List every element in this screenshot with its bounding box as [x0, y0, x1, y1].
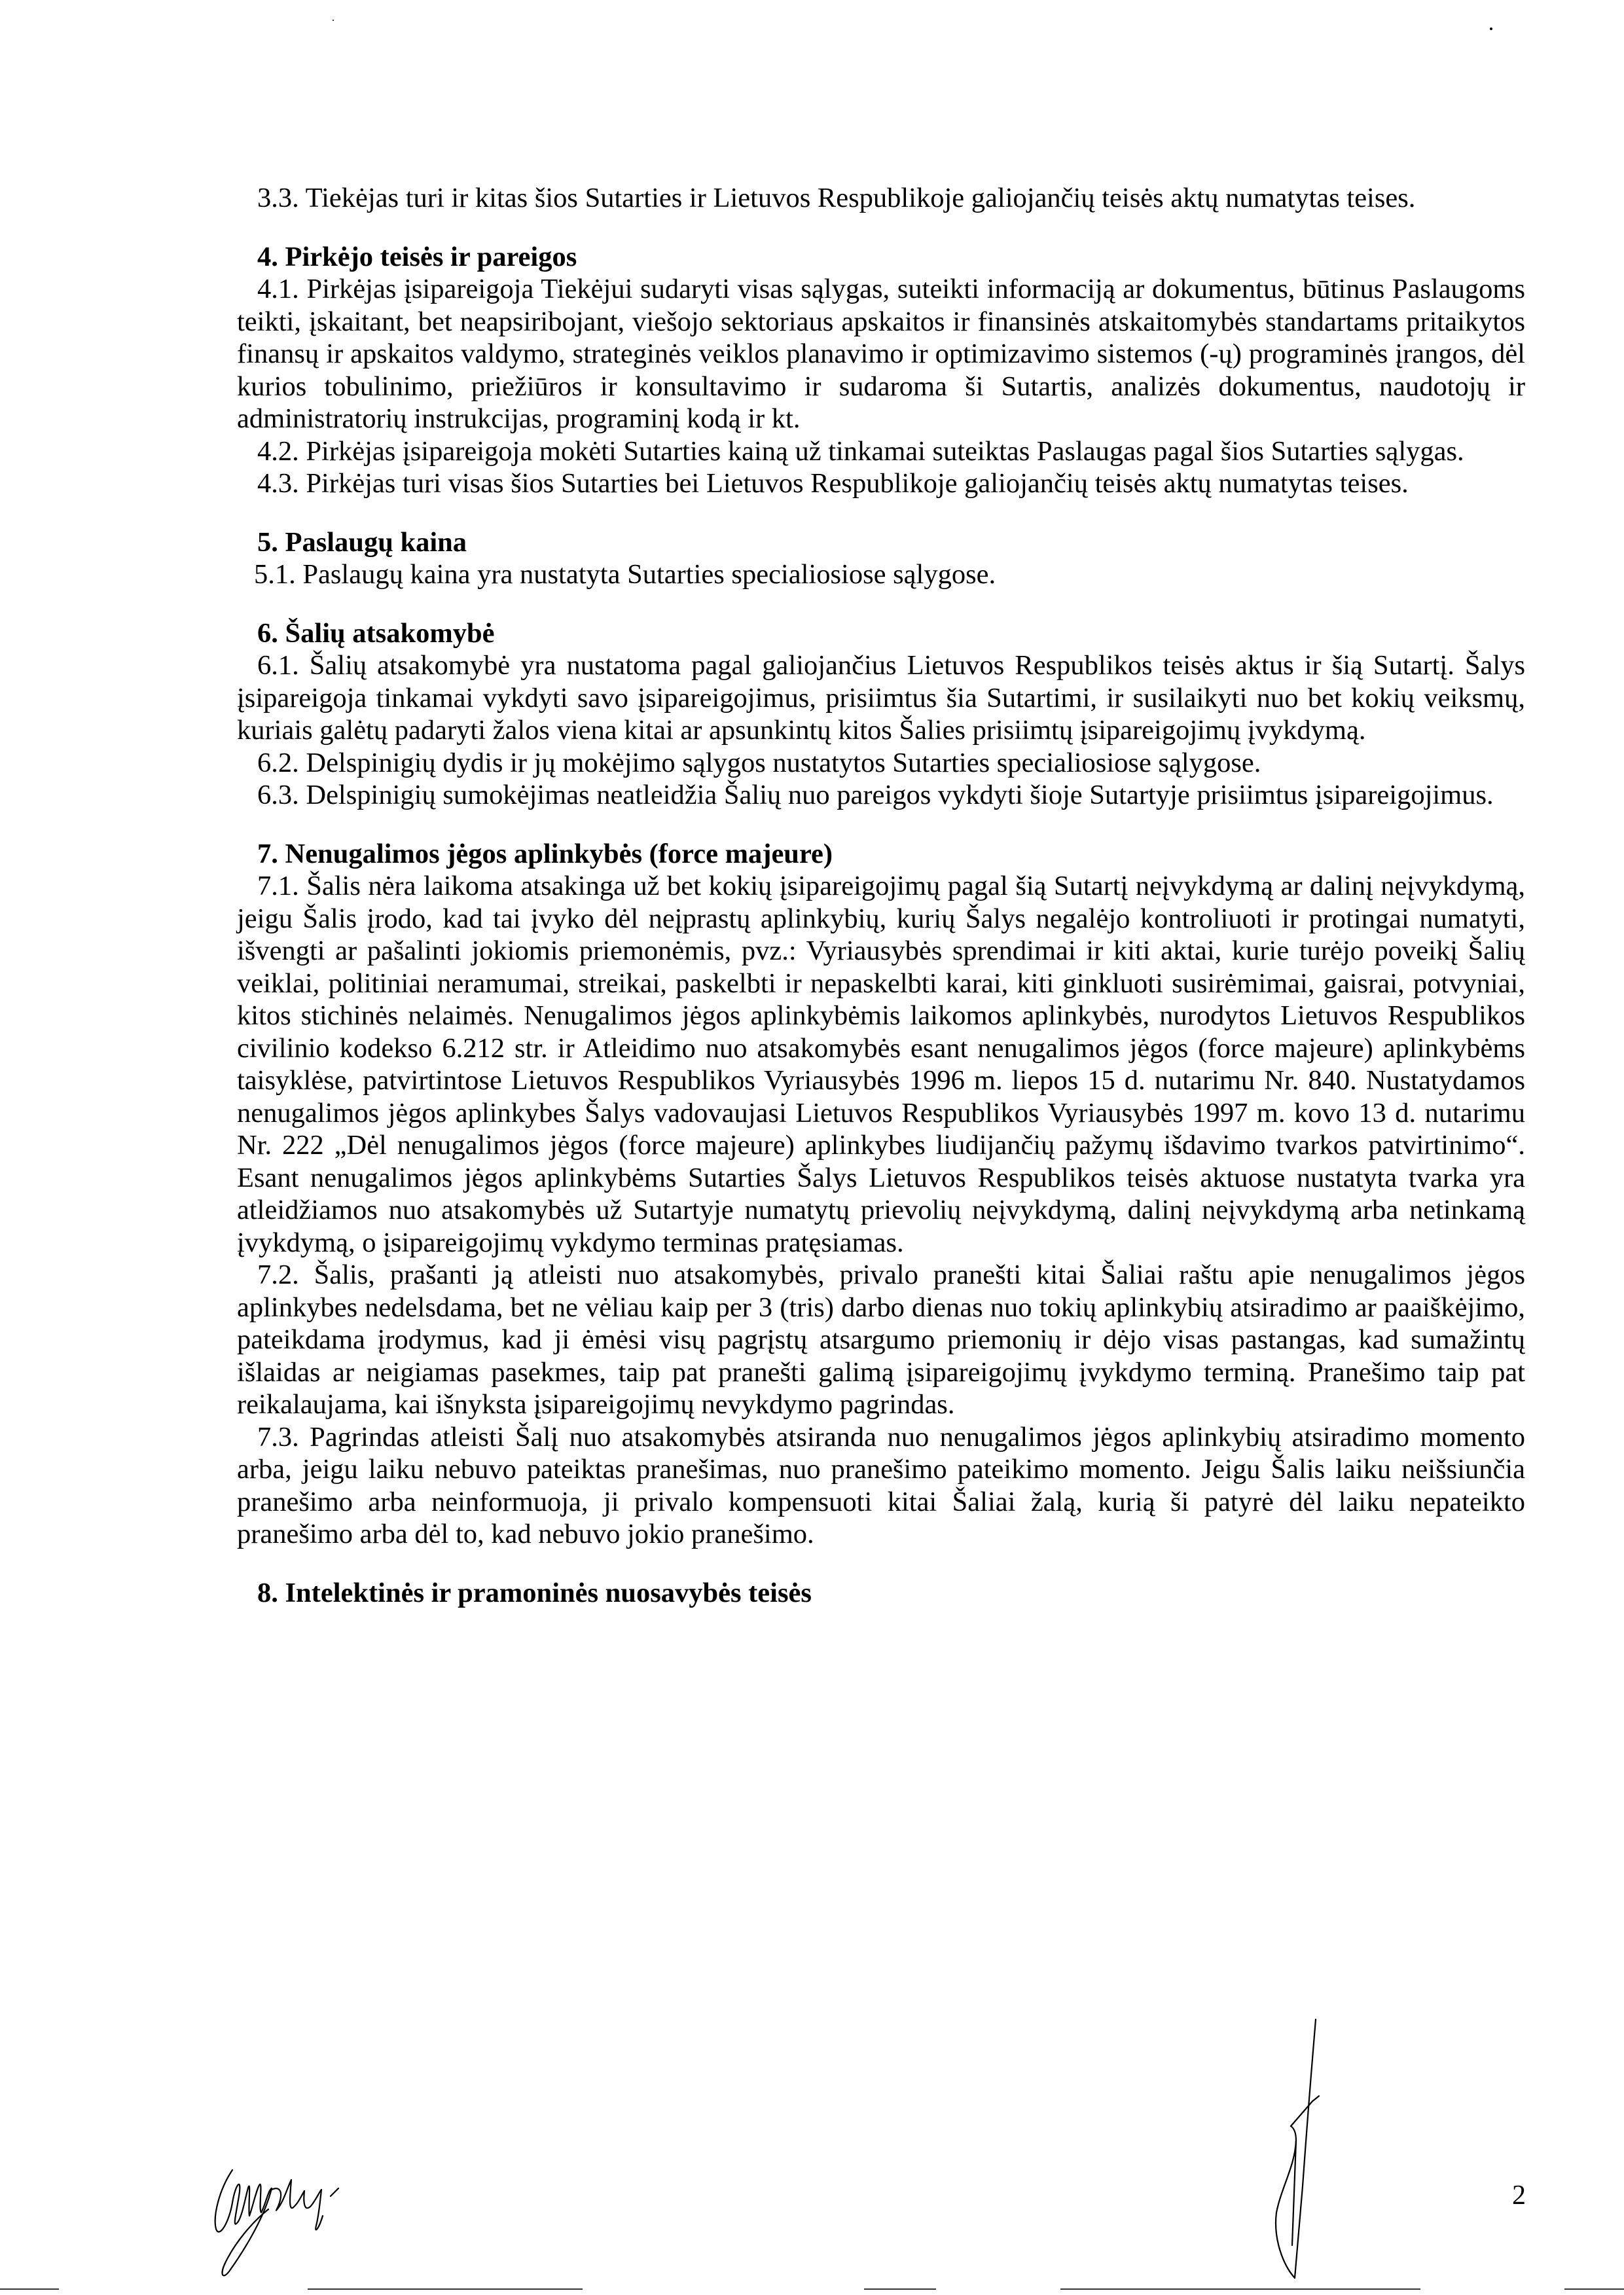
clause-5-1: 5.1. Paslaugų kaina yra nustatyta Sutarties specialiosiose sąlygose.	[254, 559, 996, 590]
signature-right-icon	[1263, 2016, 1375, 2291]
signature-left-icon	[206, 2150, 422, 2281]
clause-6-1: 6.1. Šalių atsakomybė yra nustatoma pagal galiojančius Lietuvos Respublikos teisės aktus ir šią Sutartį. Šalys įsipareigoja tinkamai vykdyti savo įsipareigojimus, prisiimtus šia Sutartimi, ir susilaikyti nuo bet kokių veiksmų, kuriais galėtų padaryti žalos viena kitai ar apsunkintų kitos Šalies prisiimtų įsipareigojimų įvykdymą.	[237, 650, 1525, 746]
clause-4-2: 4.2. Pirkėjas įsipareigoja mokėti Sutarties kainą už tinkamai suteiktas Paslaugas pagal šios Sutarties sąlygas.	[257, 435, 1464, 467]
scan-speck	[1490, 27, 1492, 30]
section-heading-6: 6. Šalių atsakomybė	[257, 617, 495, 649]
page-number: 2	[1512, 2180, 1526, 2211]
clause-4-1: 4.1. Pirkėjas įsipareigoja Tiekėjui sudaryti visas sąlygas, suteikti informaciją ar dokumentus, būtinus Paslaugoms teikti, įskaitant, bet neapsiribojant, viešojo sektoriaus apskaitos ir finansinės atskaitomybės standartams pritaikytos finansų ir apskaitos valdymo, strateginės veiklos planavimo ir optimizavimo sistemos (-ų) programinės įrangos, dėl kurios tobulinimo, priežiūros ir konsultavimo ir sudaroma ši Sutartis, analizės dokumentus, naudotojų ir administratorių instrukcijas, programinį kodą ir kt.	[237, 274, 1525, 434]
clause-6-2: 6.2. Delspinigių dydis ir jų mokėjimo sąlygos nustatytos Sutarties specialiosiose sąlygose.	[257, 747, 1261, 778]
clause-7-1: 7.1. Šalis nėra laikoma atsakinga už bet kokių įsipareigojimų pagal šią Sutartį neįvykdymą ar dalinį neįvykdymą, jeigu Šalis įrodo, kad tai įvyko dėl neįprastų aplinkybių, kurių Šalys negalėjo kontroliuoti ir protingai numatyti, išvengti ar pašalinti jokiomis priemonėmis, pvz.: Vyriausybės sprendimai ir kiti aktai, kurie turėjo poveikį Šalių veiklai, politiniai neramumai, streikai, paskelbti ir nepaskelbti karai, kiti ginkluoti susirėmimai, gaisrai, potvyniai, kitos stichinės nelaimės. Nenugalimos jėgos aplinkybėmis laikomos aplinkybės, nurodytos Lietuvos Respublikos civilinio kodekso 6.212 str. ir Atleidimo nuo atsakomybės esant nenugalimos jėgos (force majeure) aplinkybėms taisyklėse, patvirtintose Lietuvos Respublikos Vyriausybės 1996 m. liepos 15 d. nutarimu Nr. 840. Nustatydamos nenugalimos jėgos aplinkybes Šalys vadovaujasi Lietuvos Respublikos Vyriausybės 1997 m. kovo 13 d. nutarimu Nr. 222 „Dėl nenugalimos jėgos (force majeure) aplinkybes liudijančių pažymų išdavimo tvarkos patvirtinimo“. Esant nenugalimos jėgos aplinkybėms Sutarties Šalys Lietuvos Respublikos teisės aktuose nustatyta tvarka yra atleidžiamos nuo atsakomybės už Sutartyje numatytų prievolių neįvykdymą, dalinį neįvykdymą arba netinkamą įvykdymą, o įsipareigojimų vykdymo terminas pratęsiamas.	[237, 871, 1525, 1258]
section-heading-5: 5. Paslaugų kaina	[257, 526, 467, 558]
clause-7-2: 7.2. Šalis, prašanti ją atleisti nuo atsakomybės, privalo pranešti kitai Šaliai raštu apie nenugalimos jėgos aplinkybes nedelsdama, bet ne vėliau kaip per 3 (tris) darbo dienas nuo tokių aplinkybių atsiradimo ar paaiškėjimo, pateikdama įrodymus, kad ji ėmėsi visų pagrįstų atsargumo priemonių ir dėjo visas pastangas, kad sumažintų išlaidas ar neigiamas pasekmes, taip pat pranešti galimą įsipareigojimų įvykdymo terminą. Pranešimo taip pat reikalaujama, kai išnyksta įsipareigojimų nevykdymo pagrindas.	[237, 1259, 1525, 1420]
section-heading-4: 4. Pirkėjo teisės ir pareigos	[257, 241, 577, 272]
document-page	[237, 182, 1525, 1609]
scan-speck	[333, 20, 334, 21]
clause-4-3: 4.3. Pirkėjas turi visas šios Sutarties bei Lietuvos Respublikoje galiojančių teisės aktų numatytas teises.	[257, 468, 1409, 499]
clause-6-3: 6.3. Delspinigių sumokėjimas neatleidžia Šalių nuo pareigos vykdyti šioje Sutartyje prisiimtus įsipareigojimus.	[257, 780, 1494, 810]
clause-7-3: 7.3. Pagrindas atleisti Šalį nuo atsakomybės atsiranda nuo nenugalimos jėgos aplinkybių atsiradimo momento arba, jeigu laiku nebuvo pateiktas pranešimas, nuo pranešimo pateikimo momento. Jeigu Šalis laiku neišsiunčia pranešimo arba neinformuoja, ji privalo kompensuoti kitai Šaliai žalą, kurią ši patyrė dėl laiku nepateikto pranešimo arba dėl to, kad nebuvo jokio pranešimo.	[237, 1421, 1525, 1549]
section-heading-8: 8. Intelektinės ir pramoninės nuosavybės teisės	[257, 1577, 812, 1608]
scan-bottom-edge	[0, 2288, 1624, 2290]
section-heading-7: 7. Nenugalimos jėgos aplinkybės (force majeure)	[257, 838, 833, 869]
clause-3-3: 3.3. Tiekėjas turi ir kitas šios Sutarties ir Lietuvos Respublikoje galiojančių teisės aktų numatytas teises.	[257, 183, 1416, 213]
